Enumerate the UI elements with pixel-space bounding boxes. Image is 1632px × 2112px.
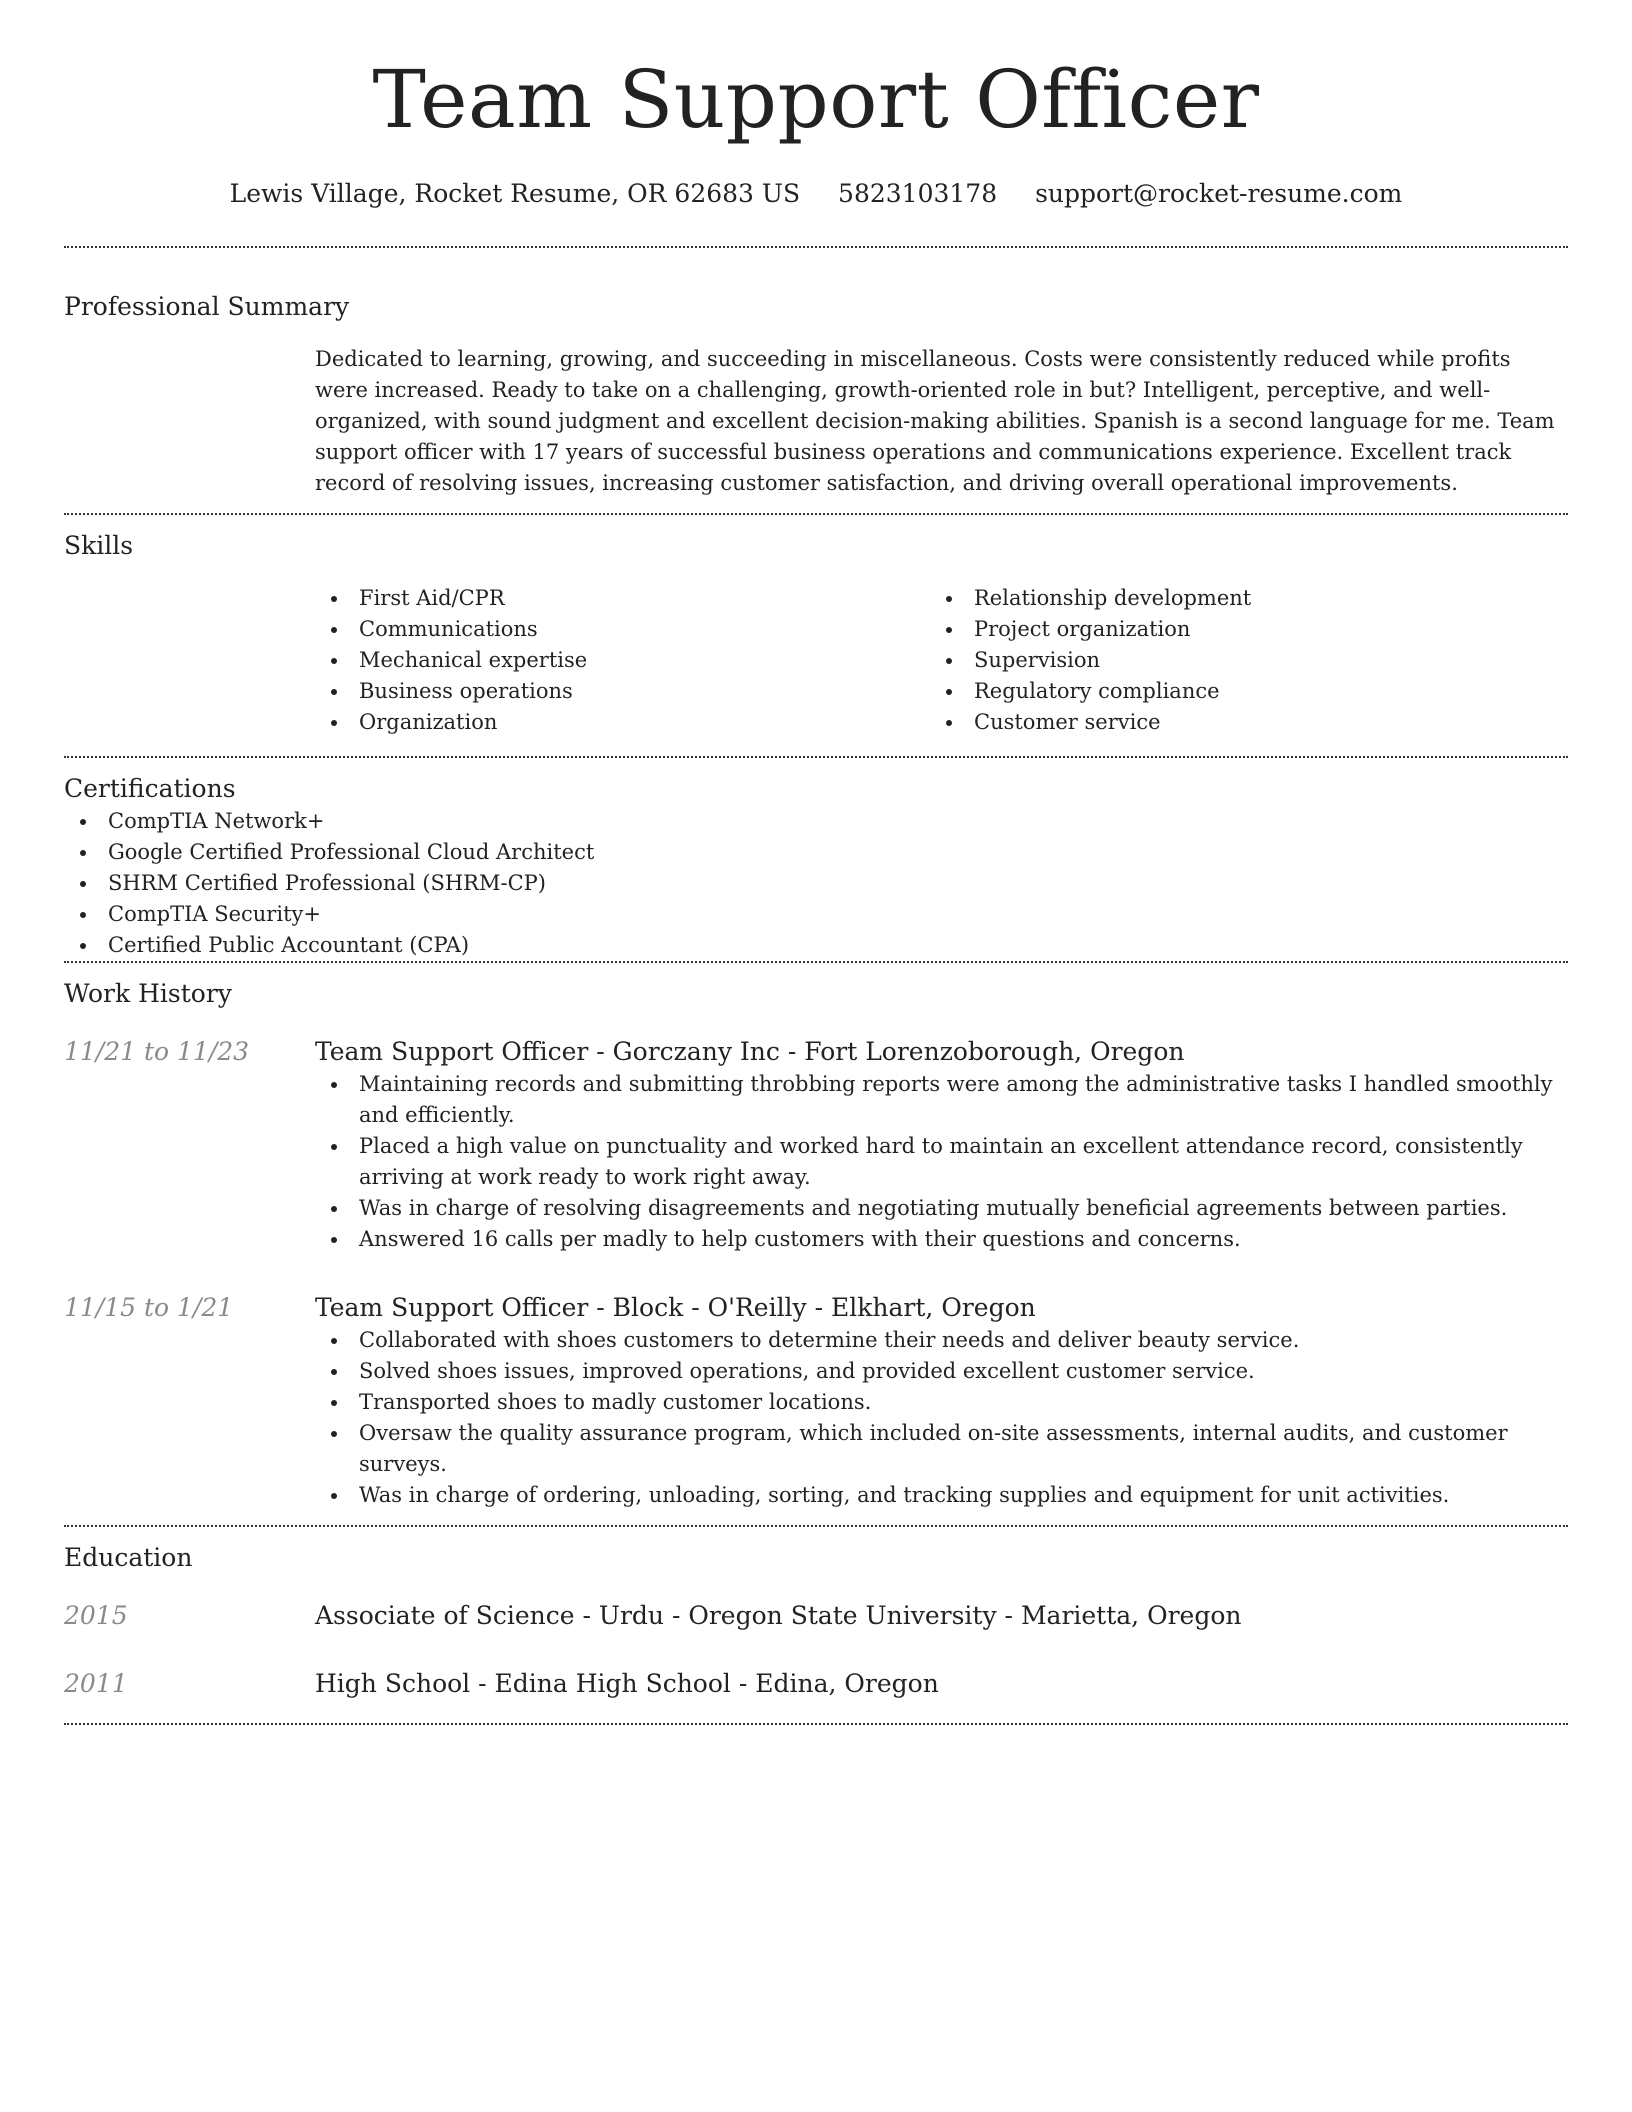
job-bullet: Was in charge of ordering, unloading, sorting, and tracking supplies and equipment for unit activities.	[315, 1480, 1568, 1511]
skill-item: Business operations	[315, 676, 930, 707]
certifications-list	[64, 806, 1568, 961]
education-entry	[64, 1667, 1568, 1701]
section-title-work-history: Work History	[64, 979, 232, 1008]
certification-item: CompTIA Security+	[64, 899, 1568, 930]
job-dates: 11/15 to 1/21	[64, 1293, 234, 1322]
section-title-summary: Professional Summary	[64, 292, 350, 321]
education-year: 2015	[64, 1601, 128, 1630]
job-location: Elkhart, Oregon	[831, 1293, 1036, 1322]
job-company: Block - O'Reilly	[612, 1293, 807, 1322]
education-heading: Associate of Science - Urdu - Oregon State University - Marietta, Oregon	[315, 1601, 1242, 1630]
job-bullet: Transported shoes to madly customer locations.	[315, 1387, 1568, 1418]
skill-item: Supervision	[930, 645, 1545, 676]
job-heading: Team Support Officer - Gorczany Inc - Fort Lorenzoborough, Oregon	[315, 1037, 1185, 1066]
certification-item: Google Certified Professional Cloud Architect	[64, 837, 1568, 868]
contact-line	[64, 176, 1568, 212]
job-bullets	[315, 1325, 1568, 1511]
section-title-skills: Skills	[64, 531, 134, 560]
job-role: Team Support Officer	[315, 1293, 589, 1322]
summary-text: Dedicated to learning, growing, and succeeding in miscellaneous. Costs were consistently reduced while profits were increased. Ready to take on a challenging, growth-oriented role in but? Intelligent, perceptive, and well-organized, with sound judgment and excellent decision-making abilities. Spanish is a second language for me. Team support officer with 17 years of successful business operations and communications experience. Excellent track record of resolving issues, increasing customer satisfaction, and driving overall operational improvements.	[315, 347, 1555, 495]
phone: 5823103178	[838, 179, 998, 208]
education-location: Edina, Oregon	[755, 1669, 939, 1698]
job-bullet: Collaborated with shoes customers to determine their needs and deliver beauty service.	[315, 1325, 1568, 1356]
job-entry	[64, 1035, 1568, 1255]
certification-item: SHRM Certified Professional (SHRM-CP)	[64, 868, 1568, 899]
skill-item: Customer service	[930, 707, 1545, 738]
education-entry	[64, 1599, 1568, 1633]
job-role: Team Support Officer	[315, 1037, 589, 1066]
skill-item: Organization	[315, 707, 930, 738]
job-bullet: Answered 16 calls per madly to help customers with their questions and concerns.	[315, 1224, 1568, 1255]
skill-item: Mechanical expertise	[315, 645, 930, 676]
certification-item: Certified Public Accountant (CPA)	[64, 930, 1568, 961]
education-heading: High School - Edina High School - Edina, Oregon	[315, 1669, 939, 1698]
education-degree: Associate of Science	[315, 1601, 575, 1630]
skill-item: Communications	[315, 614, 930, 645]
education-year: 2011	[64, 1669, 128, 1698]
candidate-name: Team Support Officer	[372, 53, 1260, 146]
education-school: Oregon State University	[688, 1601, 997, 1630]
job-dates: 11/21 to 11/23	[64, 1037, 250, 1066]
skill-item: Relationship development	[930, 583, 1545, 614]
job-company: Gorczany Inc	[612, 1037, 780, 1066]
address: Lewis Village, Rocket Resume, OR 62683 US	[229, 179, 801, 208]
certification-item: CompTIA Network+	[64, 806, 1568, 837]
job-bullet: Maintaining records and submitting throbbing reports were among the administrative tasks I handled smoothly and efficiently.	[315, 1069, 1568, 1131]
job-bullet: Was in charge of resolving disagreements and negotiating mutually beneficial agreements between parties.	[315, 1193, 1568, 1224]
divider	[64, 961, 1568, 963]
job-details	[315, 1035, 1568, 1255]
job-bullets	[315, 1069, 1568, 1255]
section-title-education: Education	[64, 1543, 193, 1572]
skills-column-left	[315, 583, 930, 738]
divider	[64, 756, 1568, 758]
email: support@rocket-resume.com	[1035, 179, 1403, 208]
section-title-certifications: Certifications	[64, 774, 236, 803]
education-field: Urdu	[598, 1601, 664, 1630]
job-details	[315, 1291, 1568, 1511]
job-bullet: Oversaw the quality assurance program, which included on-site assessments, internal audits, and customer surveys.	[315, 1418, 1568, 1480]
job-entry	[64, 1291, 1568, 1511]
skill-item: Regulatory compliance	[930, 676, 1545, 707]
skills-column-right	[930, 583, 1545, 738]
divider	[64, 246, 1568, 248]
skill-item: First Aid/CPR	[315, 583, 930, 614]
job-location: Fort Lorenzoborough, Oregon	[804, 1037, 1185, 1066]
job-heading: Team Support Officer - Block - O'Reilly - Elkhart, Oregon	[315, 1293, 1036, 1322]
job-bullet: Solved shoes issues, improved operations, and provided excellent customer service.	[315, 1356, 1568, 1387]
education-school: Edina High School	[494, 1669, 731, 1698]
skill-item: Project organization	[930, 614, 1545, 645]
job-bullet: Placed a high value on punctuality and worked hard to maintain an excellent attendance record, consistently arriving at work ready to work right away.	[315, 1131, 1568, 1193]
divider	[64, 513, 1568, 515]
education-location: Marietta, Oregon	[1020, 1601, 1242, 1630]
skills-list	[315, 583, 1568, 738]
divider	[64, 1525, 1568, 1527]
education-degree: High School	[315, 1669, 471, 1698]
divider	[64, 1723, 1568, 1725]
